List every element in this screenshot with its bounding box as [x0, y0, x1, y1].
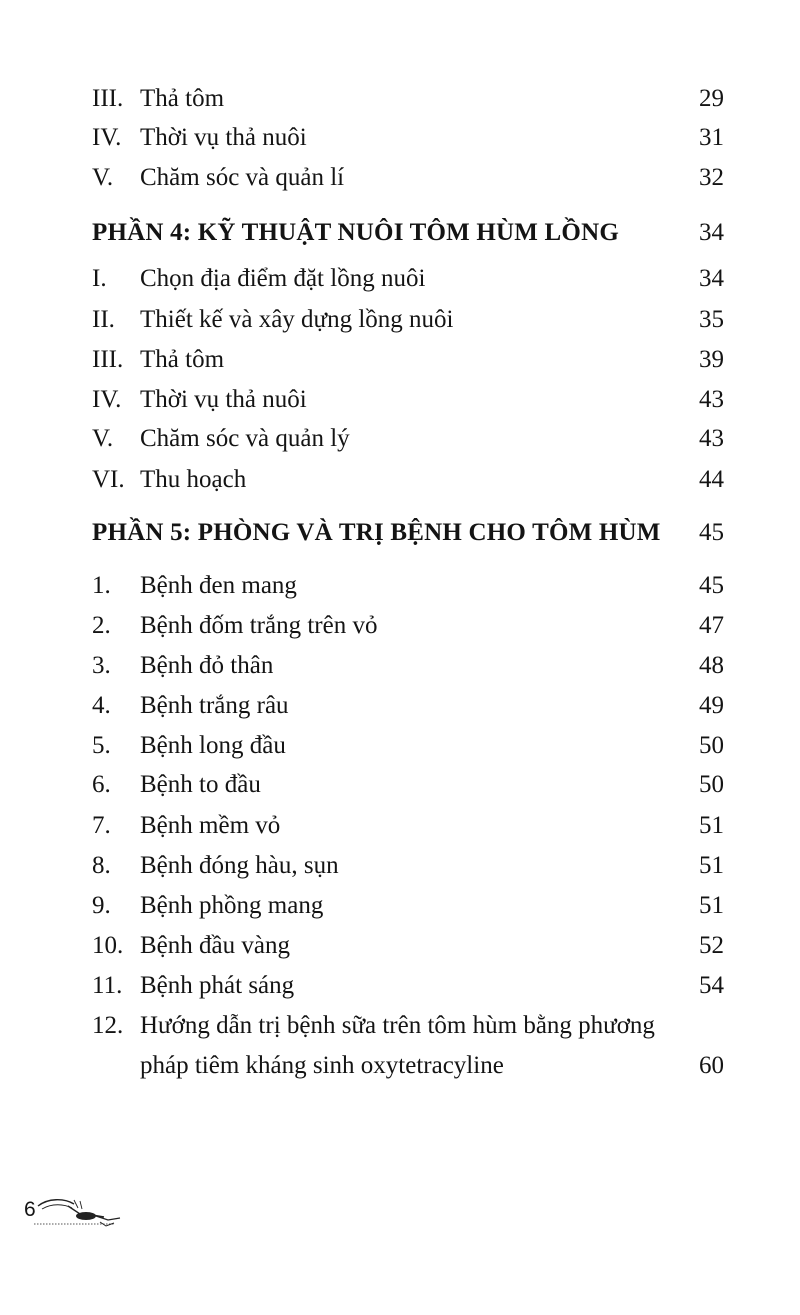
toc-entry	[92, 806, 724, 846]
entry-number: IV.	[92, 386, 122, 413]
entry-page: 50	[699, 732, 724, 759]
entry-title: Thiết kế và xây dựng lồng nuôi	[140, 306, 454, 333]
section-heading	[92, 213, 724, 253]
toc-entry	[92, 460, 724, 500]
entry-page: 39	[699, 346, 724, 373]
entry-page: 44	[699, 466, 724, 493]
entry-page: 51	[699, 812, 724, 839]
entry-title: Bệnh to đầu	[140, 771, 261, 798]
entry-title: Bệnh phồng mang	[140, 892, 324, 919]
entry-page: 50	[699, 771, 724, 798]
toc-entry	[92, 606, 724, 646]
toc-entry	[92, 380, 724, 420]
entry-number: 1.	[92, 572, 111, 599]
entry-page: 51	[699, 852, 724, 879]
entry-page: 48	[699, 652, 724, 679]
toc-entry	[92, 966, 724, 1006]
toc-entry	[92, 118, 724, 158]
entry-number: 4.	[92, 692, 111, 719]
entry-number: II.	[92, 306, 115, 333]
entry-number: 12.	[92, 1012, 124, 1039]
toc-entry	[92, 686, 724, 726]
toc-entry	[92, 726, 724, 766]
entry-title: Thời vụ thả nuôi	[140, 124, 307, 151]
entry-number: VI.	[92, 466, 125, 493]
toc-entry	[92, 926, 724, 966]
toc-entry	[92, 1006, 724, 1086]
entry-page: 51	[699, 892, 724, 919]
section-page: 45	[699, 519, 724, 546]
entry-page: 45	[699, 572, 724, 599]
page-number: 6	[24, 1198, 36, 1221]
entry-title: Bệnh trắng râu	[140, 692, 289, 719]
section-title: PHẦN 4: KỸ THUẬT NUÔI TÔM HÙM LỒNG	[92, 219, 619, 246]
entry-number: 6.	[92, 771, 111, 798]
entry-number: 8.	[92, 852, 111, 879]
entry-title: Bệnh đỏ thân	[140, 652, 274, 679]
entry-number: 5.	[92, 732, 111, 759]
entry-page: 43	[699, 386, 724, 413]
entry-number: III.	[92, 346, 124, 373]
entry-number: 2.	[92, 612, 111, 639]
entry-title: Bệnh phát sáng	[140, 972, 295, 999]
entry-page: 34	[699, 265, 724, 292]
entry-number: V.	[92, 164, 114, 191]
entry-number: 3.	[92, 652, 111, 679]
entry-title: Bệnh đầu vàng	[140, 932, 290, 959]
entry-title: Bệnh đen mang	[140, 572, 297, 599]
section-title: PHẦN 5: PHÒNG VÀ TRỊ BỆNH CHO TÔM HÙM	[92, 519, 661, 546]
entry-number: 11.	[92, 972, 123, 999]
entry-title: Chọn địa điểm đặt lồng nuôi	[140, 265, 426, 292]
entry-title: Chăm sóc và quản lí	[140, 164, 345, 191]
toc-entry	[92, 419, 724, 459]
entry-title: Bệnh long đầu	[140, 732, 286, 759]
entry-number: 10.	[92, 932, 124, 959]
toc-entry	[92, 765, 724, 805]
entry-title: Chăm sóc và quản lý	[140, 425, 350, 452]
entry-title: Hướng dẫn trị bệnh sữa trên tôm hùm bằng phương pháp tiêm kháng sinh oxytetracyline	[140, 1012, 655, 1079]
toc-entry	[92, 846, 724, 886]
toc-entry	[92, 886, 724, 926]
entry-title: Bệnh mềm vỏ	[140, 812, 281, 839]
entry-title: Bệnh đóng hàu, sụn	[140, 852, 339, 879]
toc-entry	[92, 158, 724, 198]
entry-number: 9.	[92, 892, 111, 919]
entry-number: III.	[92, 85, 124, 112]
entry-title: Thả tôm	[140, 346, 225, 373]
entry-page: 60	[699, 1052, 724, 1079]
entry-page: 29	[699, 85, 724, 112]
entry-title: Bệnh đốm trắng trên vỏ	[140, 612, 378, 639]
entry-page: 31	[699, 124, 724, 151]
lobster-ornament-icon	[34, 1196, 122, 1230]
entry-page: 49	[699, 692, 724, 719]
entry-page: 54	[699, 972, 724, 999]
entry-page: 32	[699, 164, 724, 191]
entry-title: Thời vụ thả nuôi	[140, 386, 307, 413]
toc-entry	[92, 259, 724, 299]
entry-number: I.	[92, 265, 107, 292]
entry-title: Thu hoạch	[140, 466, 247, 493]
entry-title: Thả tôm	[140, 85, 225, 112]
toc-entry	[92, 79, 724, 119]
entry-number: V.	[92, 425, 114, 452]
toc-entry	[92, 566, 724, 606]
entry-number: 7.	[92, 812, 111, 839]
toc-entry	[92, 646, 724, 686]
entry-page: 43	[699, 425, 724, 452]
toc-entry	[92, 300, 724, 340]
toc-entry	[92, 340, 724, 380]
section-page: 34	[699, 219, 724, 246]
entry-page: 52	[699, 932, 724, 959]
entry-page: 47	[699, 612, 724, 639]
entry-number: IV.	[92, 124, 122, 151]
section-heading	[92, 513, 724, 553]
page-footer	[24, 1196, 124, 1232]
entry-page: 35	[699, 306, 724, 333]
